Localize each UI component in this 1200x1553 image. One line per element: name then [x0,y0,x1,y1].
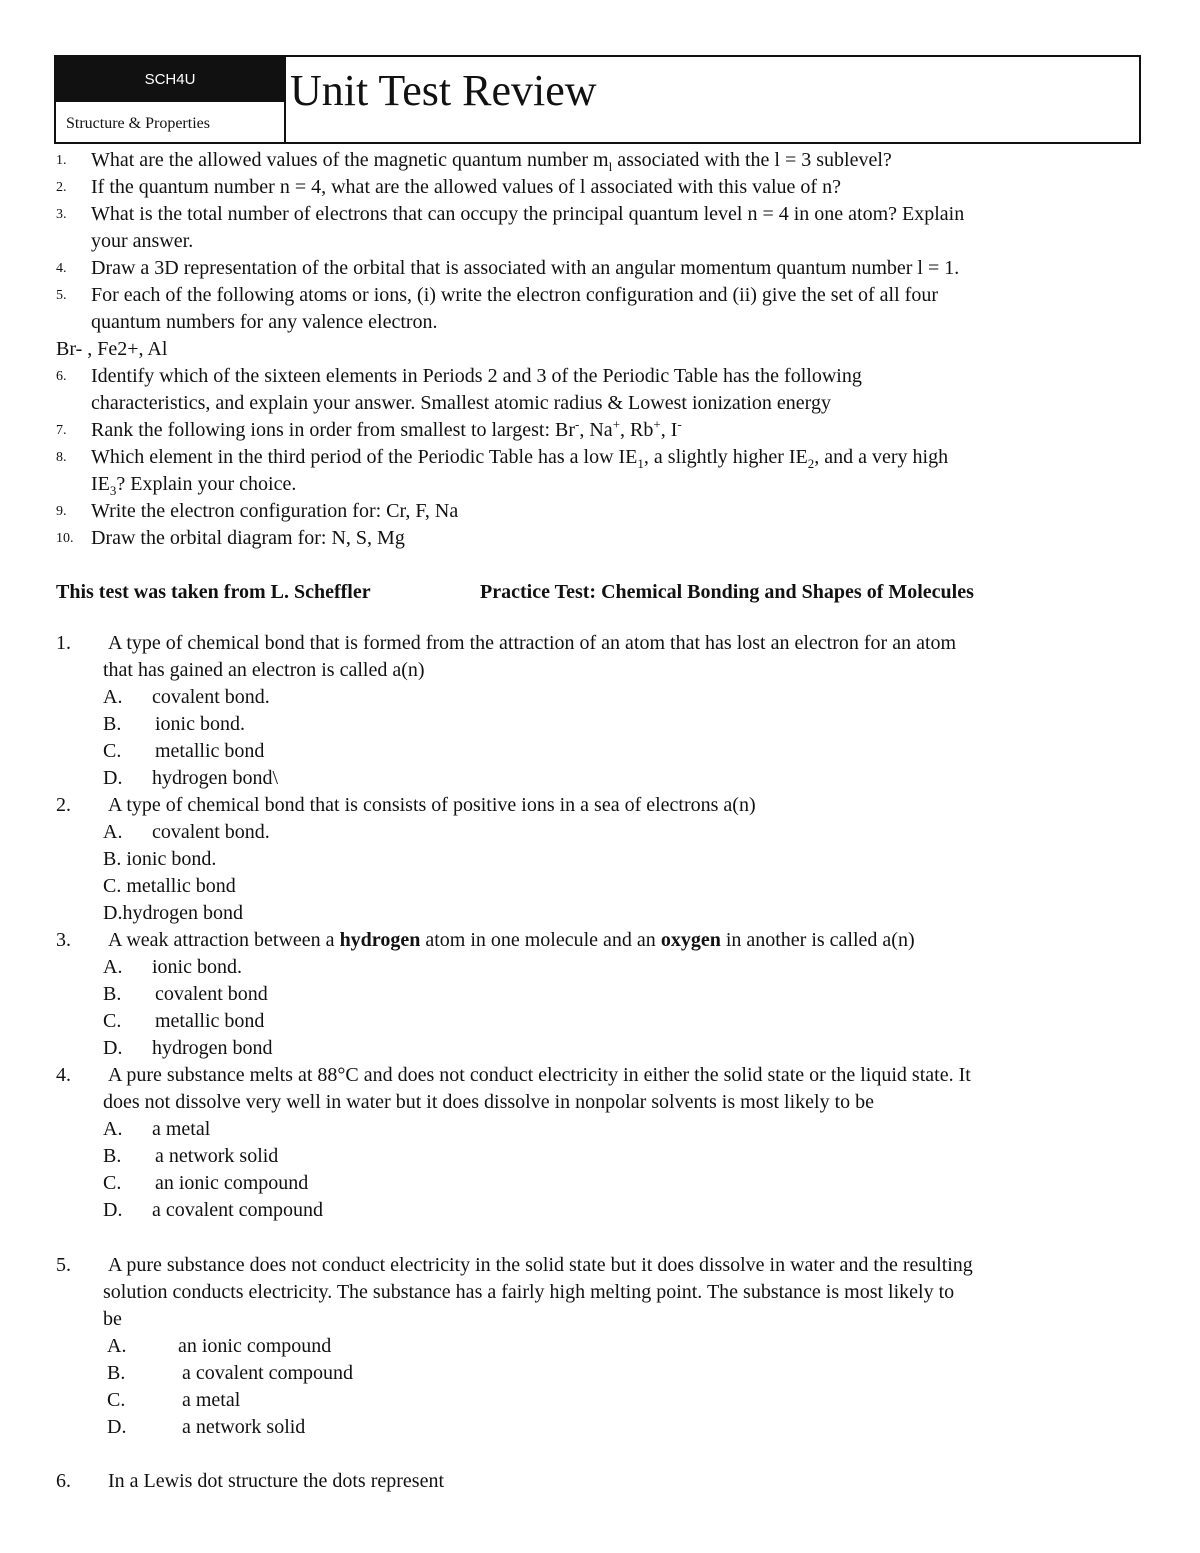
option-text: an ionic compound [155,1172,309,1194]
review-question-1: What are the allowed values of the magnetic quantum number $m_l$ associated with the l = 3 sublevel? [91,149,892,174]
practice-title: Practice Test: Chemical Bonding and Shapes of Molecules [480,581,974,603]
practice-num: 5. [56,1254,71,1276]
course-code: SCH4U [56,57,284,102]
option-letter: A. [103,956,123,978]
option-letter: D. [103,1199,123,1221]
option-letter: D. [103,767,123,789]
practice-question-1: A type of chemical bond that is formed from the attraction of an atom that has lost an electron for an atom [108,632,957,654]
practice-question-3: A weak attraction between a hydrogen atom in one molecule and an oxygen in another is called a(n) [108,929,915,951]
practice-question-2: A type of chemical bond that is consists of positive ions in a sea of electrons a(n) [108,794,756,816]
option-letter: B. [107,1362,126,1384]
practice-question-6: In a Lewis dot structure the dots represent [108,1470,445,1492]
option-letter: D. [107,1416,127,1438]
practice-num: 6. [56,1470,71,1492]
review-num: 4. [56,261,67,276]
option-letter: A. [103,1118,123,1140]
practice-num: 2. [56,794,71,816]
review-question-3-cont: your answer. [91,230,194,252]
option-text: a network solid [155,1145,279,1167]
option-text: a covalent compound [152,1199,324,1221]
practice-num: 4. [56,1064,71,1086]
option-letter: B. [103,713,122,735]
practice-num: 1. [56,632,71,654]
review-num: 2. [56,180,67,195]
option-text: ionic bond. [155,713,245,735]
option-text: hydrogen bond\ [152,767,279,789]
option-letter: B. [103,1145,122,1167]
review-num: 1. [56,153,67,168]
option-letter: A. [103,686,123,708]
option-letter: B. [103,983,122,1005]
page-title: Unit Test Review [290,66,597,115]
review-num: 7. [56,423,67,438]
review-question-6-cont: characteristics, and explain your answer. Smallest atomic radius & Lowest ionization energy [91,392,831,414]
option-text: an ionic compound [178,1335,332,1357]
option-text: a network solid [182,1416,306,1438]
review-question-2: If the quantum number n = 4, what are the allowed values of l associated with this value of n? [91,176,841,198]
review-question-10: Draw the orbital diagram for: N, S, Mg [91,527,405,549]
practice-question-4-cont: does not dissolve very well in water but it does dissolve in nonpolar solvents is most likely to be [103,1091,875,1113]
practice-question-4: A pure substance melts at 88°C and does not conduct electricity in either the solid state or the liquid state. It [108,1064,971,1086]
review-num: 8. [56,450,67,465]
review-question-8-cont: $IE_3$? Explain your choice. [91,473,297,498]
option-letter: A. [103,821,123,843]
option-letter: C. [103,740,122,762]
review-question-4: Draw a 3D representation of the orbital that is associated with an angular momentum quantum number l = 1. [91,257,960,279]
review-question-7: Rank the following ions in order from smallest to largest: Br-, Na+, Rb+, I- [91,416,682,441]
review-num: 9. [56,504,67,519]
review-question-3: What is the total number of electrons that can occupy the principal quantum level n = 4 in one atom? Explain [91,203,965,225]
option-text: covalent bond. [152,821,270,843]
option-text: metallic bond [155,1010,265,1032]
header-left-panel [56,57,286,144]
review-question-5-cont: quantum numbers for any valence electron. [91,311,438,333]
option-letter: C. [103,1010,122,1032]
practice-question-5-cont: solution conducts electricity. The substance has a fairly high melting point. The substance is most likely to [103,1281,955,1303]
practice-question-5: A pure substance does not conduct electricity in the solid state but it does dissolve in water and the resulting [108,1254,973,1276]
option-compact: B. ionic bond. [103,848,217,870]
option-text: a covalent compound [182,1362,354,1384]
practice-num: 3. [56,929,71,951]
review-question-6: Identify which of the sixteen elements in Periods 2 and 3 of the Periodic Table has the following [91,365,862,387]
option-text: a metal [182,1389,241,1411]
review-question-8: Which element in the third period of the Periodic Table has a low $IE_1$, a slightly higher $IE_2$, and a very high [91,446,949,471]
practice-question-5-cont: be [103,1308,122,1330]
option-compact: C. metallic bond [103,875,236,897]
option-compact: D.hydrogen bond [103,902,243,924]
header-box [54,55,1141,144]
option-letter: A. [107,1335,127,1357]
review-question-5: For each of the following atoms or ions, (i) write the electron configuration and (ii) give the set of all four [91,284,938,306]
review-num: 6. [56,369,67,384]
option-text: ionic bond. [152,956,242,978]
review-num: 10. [56,531,74,546]
practice-question-1-cont: that has gained an electron is called a(n) [103,659,425,681]
review-question-5-species: Br- , Fe2+, Al [56,338,168,360]
option-text: hydrogen bond [152,1037,273,1059]
option-text: a metal [152,1118,211,1140]
option-text: covalent bond. [152,686,270,708]
review-num: 3. [56,207,67,222]
option-text: metallic bond [155,740,265,762]
review-num: 5. [56,288,67,303]
review-question-9: Write the electron configuration for: Cr, F, Na [91,500,459,522]
strand-label: Structure & Properties [66,115,210,132]
option-text: covalent bond [155,983,268,1005]
option-letter: D. [103,1037,123,1059]
source-credit: This test was taken from L. Scheffler [56,581,371,603]
option-letter: C. [107,1389,126,1411]
option-letter: C. [103,1172,122,1194]
